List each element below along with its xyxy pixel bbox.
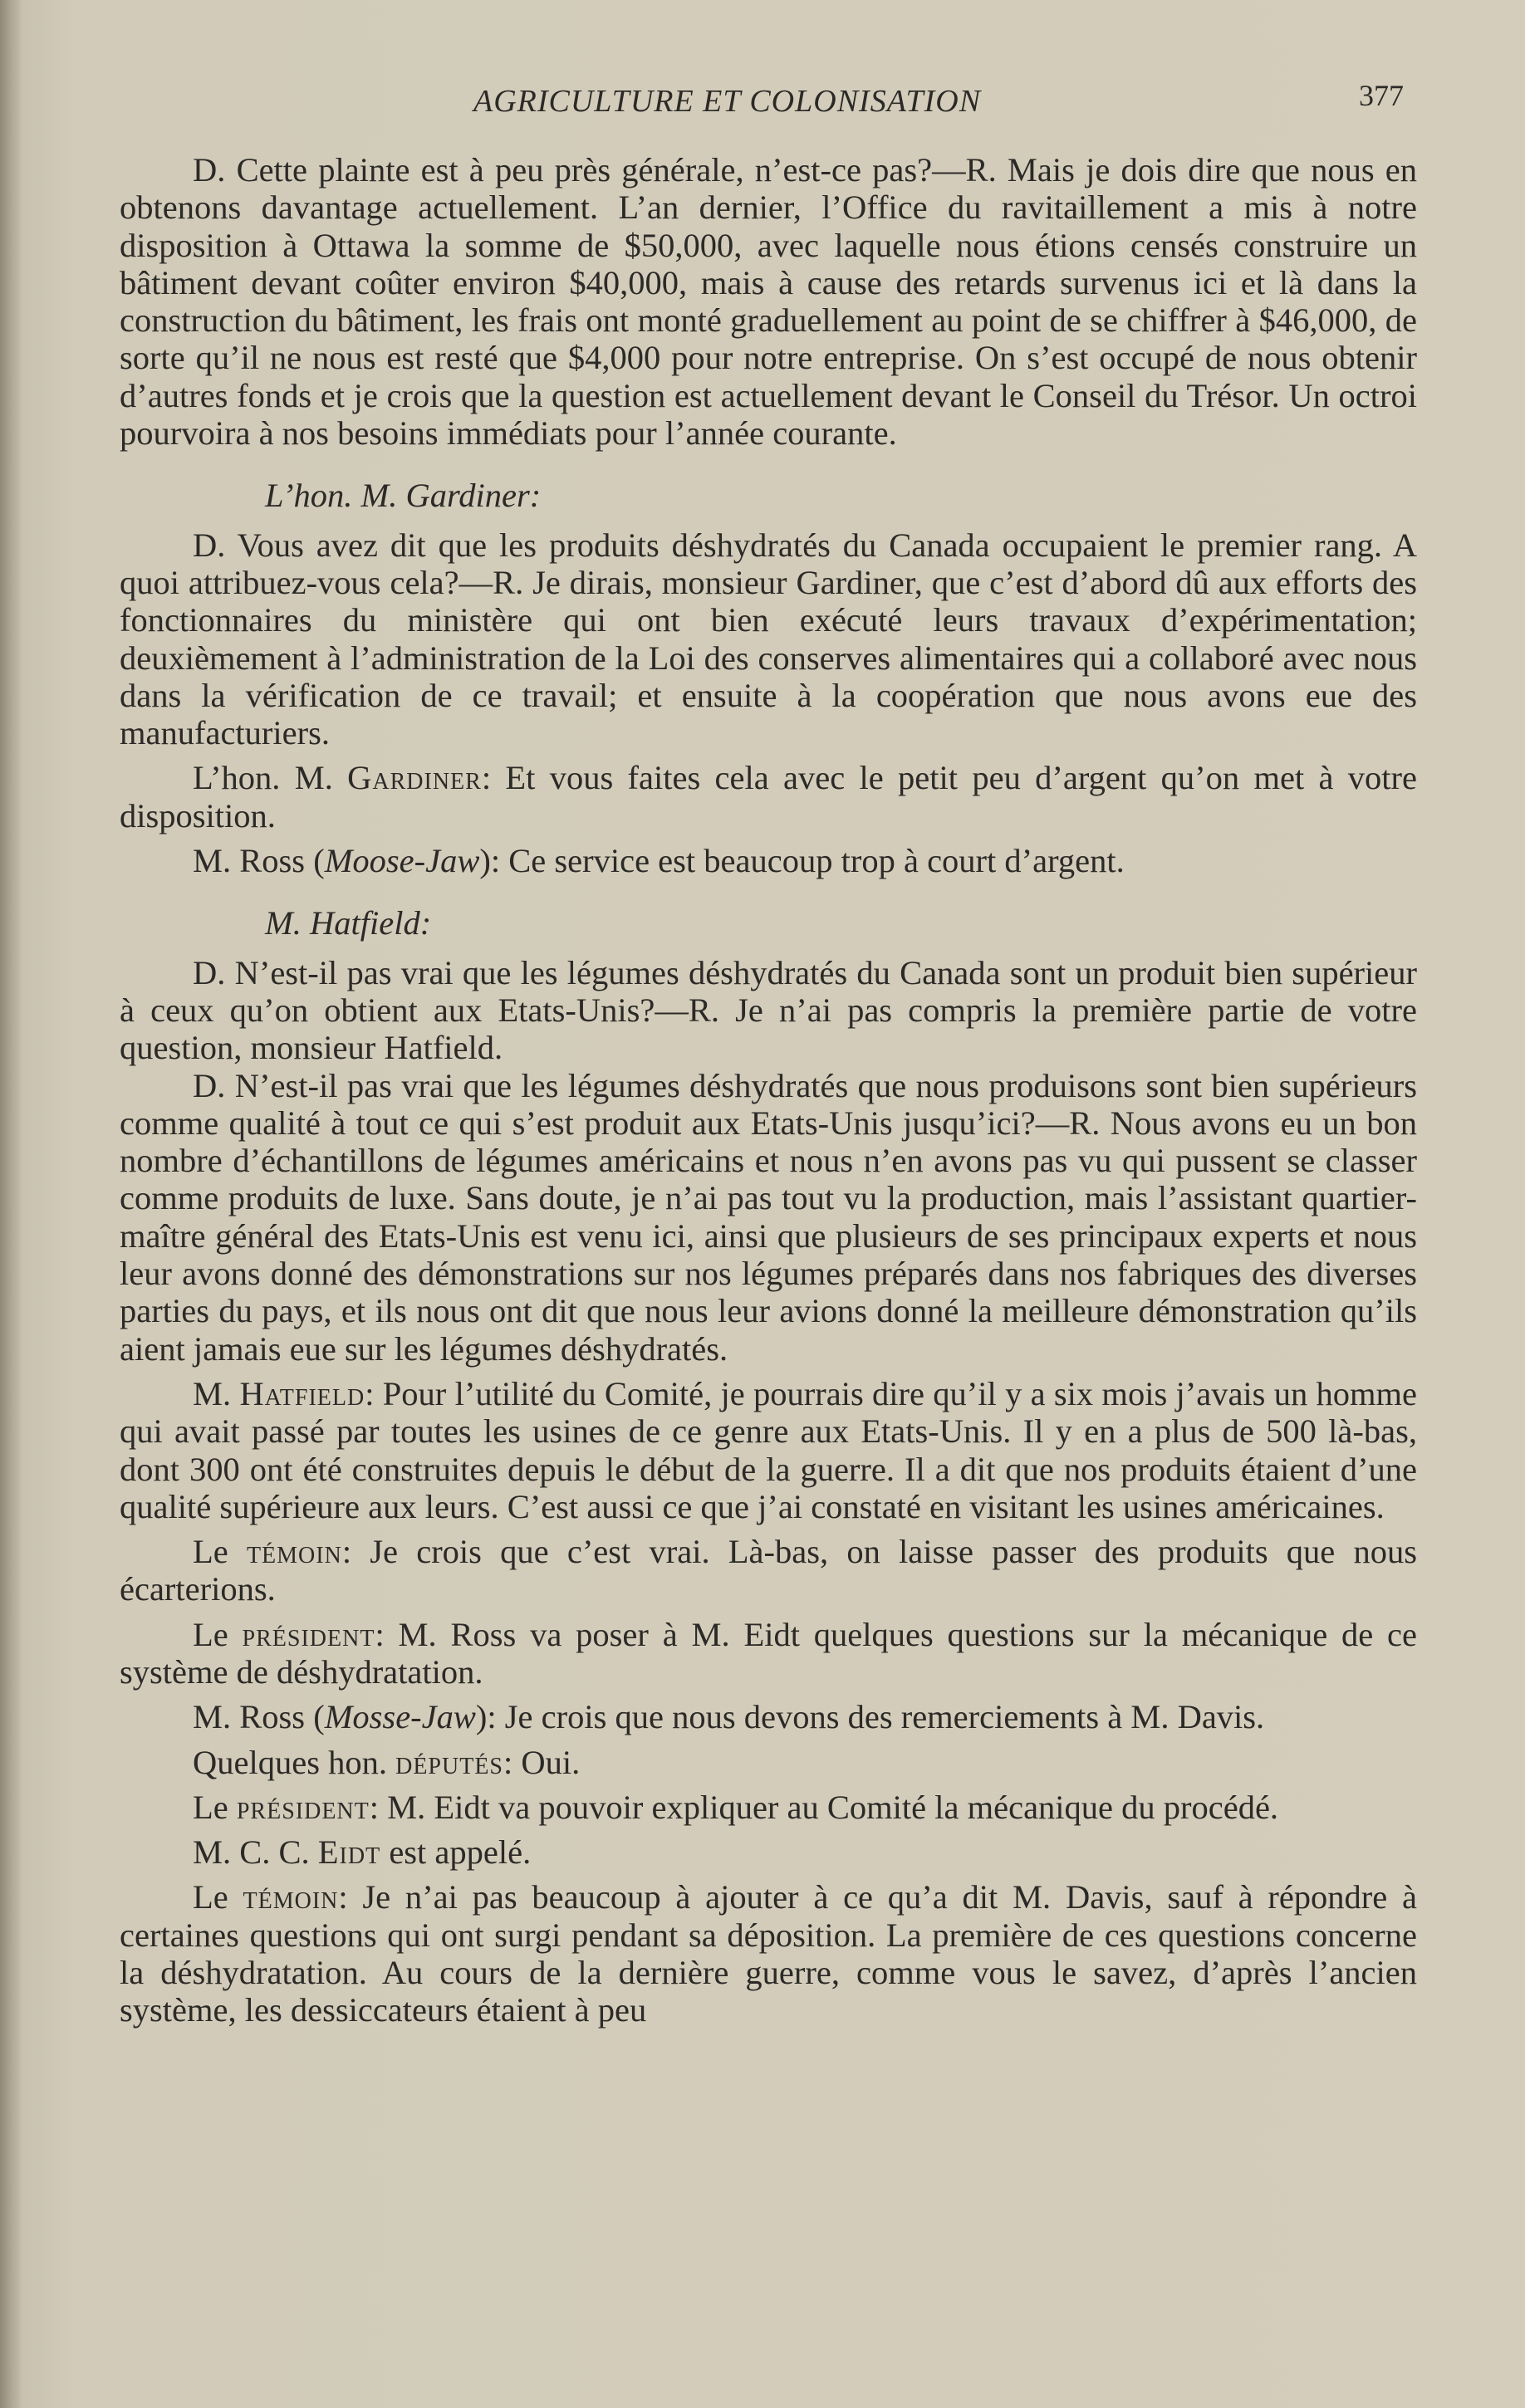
speaker-prefix: Quelques hon.	[193, 1743, 396, 1781]
paragraph-statement	[120, 1744, 1417, 1781]
speaker-name: président	[236, 1788, 370, 1826]
paragraph-statement: M. Ross (Mosse-Jaw): Je crois que nous devons des remerciements à M. Davis.	[193, 1698, 1265, 1736]
paragraph-statement	[120, 759, 1417, 834]
statement-text: : Et vous faites cela avec le petit peu d’argent qu’on met à votre disposition.	[120, 759, 1417, 834]
paragraph-statement	[120, 1878, 1417, 2029]
statement-text: : Je crois que nous devons des remerciements à M. Davis.	[487, 1698, 1265, 1736]
paragraph-question-answer: D. N’est-il pas vrai que les légumes déshydratés que nous produisons sont bien supérieurs comme qualité à tout ce qui s’est produit aux Etats-Unis jusqu’ici?—R. Nous avons eu un bon nombre d’échantillons de légumes américains et nous n’en avons pas vu qui pussent se classer comme produits de luxe. Sans doute, je n’ai pas tout vu la production, mais l’assistant quartier-maître général des Etats-Unis est venu ici, ainsi que plusieurs de ses principaux experts et nous leur avons donné des démonstrations sur nos légumes préparés dans nos fabriques des diverses parties du pays, et ils nous ont dit que nous leur avions donné la meilleure démonstration qu’ils aient jamais eue sur les légumes déshydratés.	[120, 1066, 1417, 1368]
speaker-prefix: Le	[193, 1533, 247, 1571]
speaker-prefix: Le	[193, 1615, 243, 1653]
statement-text: : Pour l’utilité du Comité, je pourrais dire qu’il y a six mois j’avais un homme qui avait passé par toutes les usines de ce genre aux Etats-Unis. Il y en a plus de 500 là-bas, dont 300 ont été construites depuis le début de la guerre. Il a dit que nos produits étaient d’une qualité supérieure aux leurs. C’est aussi ce que j’ai constaté en visitant les usines américaines.	[120, 1374, 1418, 1525]
paragraph-statement	[120, 1833, 1417, 1871]
paragraph-statement	[120, 1616, 1417, 1691]
paragraph-question-answer: D. Vous avez dit que les produits déshydratés du Canada occupaient le premier rang. A quoi attribuez-vous cela?—R. Je dirais, monsieur Gardiner, que c’est d’abord dû aux efforts des fonctionnaires du ministère qui ont bien exécuté leurs travaux d’expérimentation; deuxièmement à l’administration de la Loi des conserves alimentaires qui a collaboré avec nous dans la vérification de ce travail; et ensuite à la coopération que nous avons eue des manufacturiers.	[120, 526, 1417, 752]
speaker-name: Gardiner	[347, 759, 482, 797]
paragraph-question-answer: D. N’est-il pas vrai que les légumes déshydratés du Canada sont un produit bien supérieur à ceux qu’on obtient aux Etats-Unis?—R. Je n’ai pas compris la première partie de votre question, monsieur Hatfield.	[120, 953, 1417, 1067]
speaker-name: témoin	[246, 1533, 342, 1571]
speaker-prefix: L’hon. M.	[193, 759, 348, 797]
speaker-prefix: M. C. C.	[193, 1833, 318, 1872]
speaker-name: Eidt	[317, 1833, 381, 1872]
body-text	[120, 151, 1417, 2029]
speaker-riding: Mosse-Jaw	[324, 1698, 476, 1736]
statement-text: : Oui.	[503, 1743, 581, 1781]
speaker-prefix: Le	[193, 1788, 237, 1826]
speaker-heading: L’hon. M. Gardiner:	[265, 477, 542, 515]
statement-text: : M. Eidt va pouvoir expliquer au Comité la mécanique du procédé.	[369, 1788, 1279, 1826]
paragraph-statement	[120, 1375, 1417, 1525]
paragraph-statement	[120, 1533, 1417, 1608]
speaker-name: président	[242, 1615, 375, 1653]
speaker-prefix: M.	[193, 842, 240, 880]
paragraph-statement: M. Ross (Moose-Jaw): Ce service est beaucoup trop à court d’argent.	[193, 842, 1125, 880]
speaker-prefix: M.	[193, 1374, 240, 1412]
speaker-heading: M. Hatfield:	[265, 904, 432, 942]
paragraph-question-answer: D. Cette plainte est à peu près générale, n’est-ce pas?—R. Mais je dois dire que nous en obtenons davantage actuellement. L’an dernier, l’Office du ravitaillement a mis à notre disposition à Ottawa la somme de $50,000, avec laquelle nous étions censés construire un bâtiment devant coûter environ $40,000, mais à cause des retards survenus ici et là dans la construction du bâtiment, les frais ont monté graduellement au point de se chiffrer à $46,000, de sorte qu’il ne nous est resté que $4,000 pour notre entreprise. On s’est occupé de nous obtenir d’autres fonds et je crois que la question est actuellement devant le Conseil du Trésor. Un octroi pourvoira à nos besoins immédiats pour l’année courante.	[120, 151, 1417, 453]
paragraph-statement	[120, 1789, 1417, 1826]
statement-text: : M. Ross va poser à M. Eidt quelques questions sur la mécanique de ce système de déshydratation.	[120, 1615, 1417, 1691]
page-number: 377	[1359, 79, 1404, 112]
statement-text: : Je crois que c’est vrai. Là-bas, on laisse passer des produits que nous écarterions.	[120, 1533, 1418, 1608]
speaker-name: Hatfield	[239, 1374, 365, 1412]
statement-text: est appelé.	[380, 1833, 532, 1872]
speaker-name: Ross	[239, 842, 306, 880]
statement-text: : Je n’ai pas beaucoup à ajouter à ce qu’a dit M. Davis, sauf à répondre à certaines questions qui ont surgi pendant sa déposition. La première de ces questions concerne la déshydratation. Au cours de la dernière guerre, comme vous le savez, d’après l’ancien système, les dessiccateurs étaient à peu	[120, 1878, 1418, 2029]
running-header	[116, 76, 1412, 126]
running-title: AGRICULTURE ET COLONISATION	[473, 84, 982, 119]
speaker-name: témoin	[243, 1878, 339, 1916]
page-binding-shadow	[0, 0, 22, 2408]
statement-text: : Ce service est beaucoup trop à court d’argent.	[490, 842, 1125, 880]
speaker-prefix: M.	[193, 1698, 240, 1736]
speaker-name: Ross	[239, 1698, 306, 1736]
speaker-riding: Moose-Jaw	[324, 842, 480, 880]
speaker-name: députés	[395, 1743, 503, 1781]
speaker-prefix: Le	[193, 1878, 243, 1916]
